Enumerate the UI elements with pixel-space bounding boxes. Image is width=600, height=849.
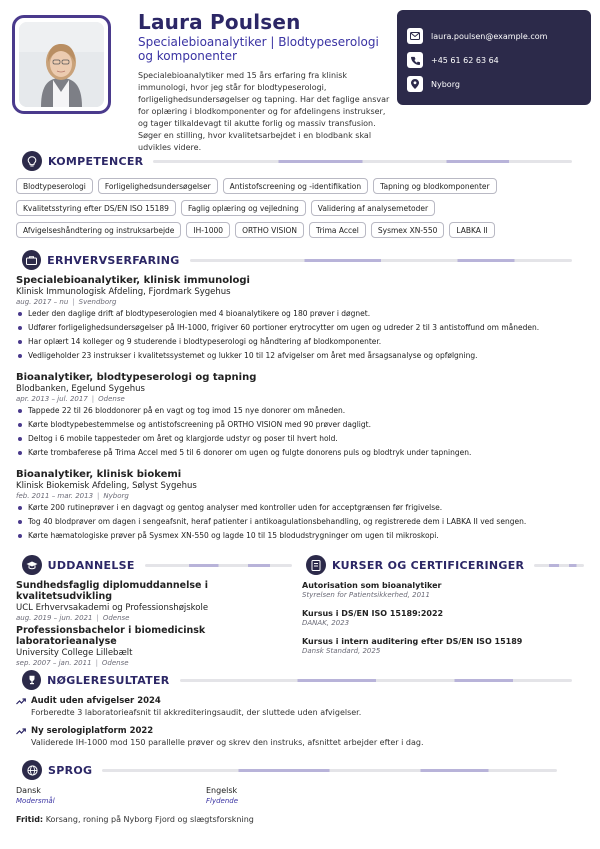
job-bullets — [16, 309, 586, 361]
section-title: UDDANNELSE — [47, 558, 135, 572]
list-item: Vedligeholder 23 instrukser i kvalitetssystemet og lukker 10 til 12 afvigelser om året med årsagsanalyse og opfølgning. — [16, 351, 586, 361]
list-item: Udfører forligelighedsundersøgelser på IH-1000, frigiver 60 portioner erytrocytter om ugen og udreder 2 til 3 antistoffund om måneden. — [16, 323, 586, 333]
contact-email-row[interactable] — [407, 24, 581, 48]
bullet-dot-icon — [18, 437, 22, 441]
certificate-icon — [306, 555, 326, 575]
job-place: Svendborg — [78, 298, 117, 306]
skill-tag: Sysmex XN-550 — [371, 222, 445, 238]
section-languages-heading — [22, 760, 572, 780]
job-title: Specialebioanalytiker, klinisk immunologi — [16, 275, 250, 286]
trend-up-icon — [16, 698, 26, 705]
section-divider — [534, 564, 584, 567]
section-divider — [145, 564, 292, 567]
globe-icon — [22, 760, 42, 780]
education-meta: aug. 2019 – jun. 2021 | Odense — [16, 614, 130, 622]
key-result-title: Ny serologiplatform 2022 — [31, 726, 154, 736]
certification-title: Autorisation som bioanalytiker — [302, 581, 442, 590]
job-dates: apr. 2013 – jul. 2017 — [16, 395, 88, 403]
job-dates: aug. 2017 – nu — [16, 298, 69, 306]
section-skills-heading — [22, 151, 572, 171]
job-place: Odense — [98, 395, 125, 403]
meta-separator: | — [97, 492, 100, 500]
language-level: Flydende — [206, 797, 239, 805]
certification-meta: Styrelsen for Patientsikkerhed, 2011 — [302, 591, 430, 599]
key-result-item — [16, 696, 586, 717]
skill-tag: Validering af analysemetoder — [311, 200, 435, 216]
skill-tag: IH-1000 — [186, 222, 230, 238]
job-bullets — [16, 503, 586, 541]
certification-item — [302, 637, 587, 655]
contact-phone[interactable]: +45 61 62 63 64 — [431, 55, 499, 65]
job-title: Bioanalytiker, klinisk biokemi — [16, 469, 182, 480]
hobbies-line — [16, 815, 254, 824]
education-item — [16, 580, 291, 622]
skill-tag: Forligelighedsundersøgelser — [98, 178, 218, 194]
certification-item — [302, 581, 587, 599]
section-results-heading — [22, 670, 572, 690]
skill-tag: Afvigelseshåndtering og instruksarbejde — [16, 222, 181, 238]
job-employer: Klinisk Immunologisk Afdeling, Fjordmark Sygehus — [16, 287, 231, 297]
section-divider — [180, 679, 572, 682]
bullet-dot-icon — [18, 423, 22, 427]
skill-tag: Tapning og blodkomponenter — [373, 178, 496, 194]
list-item: Kørte hæmatologiske prøver på Sysmex XN-550 og lagde 10 til 15 blodudstrygninger om ugen til mikroskopi. — [16, 531, 586, 541]
skill-tag: LABKA II — [449, 222, 494, 238]
list-item: Tappede 22 til 26 bloddonorer på en vagt og tog imod 15 nye donorer om måneden. — [16, 406, 586, 416]
certification-title: Kursus i intern auditering efter DS/EN ISO 15189 — [302, 637, 523, 646]
section-title: ERHVERVSERFARING — [47, 253, 180, 267]
list-item: Deltog i 6 mobile tappesteder om året og klargjorde udstyr og poser til hvert hold. — [16, 434, 586, 444]
skills-tag-list — [16, 178, 586, 244]
skill-tag: Trima Accel — [309, 222, 366, 238]
experience-item — [16, 275, 586, 365]
profile-summary: Specialebioanalytiker med 15 års erfaring fra klinisk immunologi, hvor jeg står for blodtypeserologi, forligelighedsundersøgelser og tapning. Har det faglige ansvar for oplæring i blodkomponenter og for afdelingens instrukser, og tager tilkaldevagt til akutte forlig og massiv transfusion. Søger en stilling, hvor kvalitetsarbejdet i en blodbank skal udvikles videre. — [138, 71, 390, 152]
job-title: Bioanalytiker, blodtypeserologi og tapning — [16, 372, 257, 383]
trend-up-icon — [16, 728, 26, 735]
bullet-dot-icon — [18, 534, 22, 538]
education-school: UCL Erhvervsakademi og Professionshøjskole — [16, 603, 209, 613]
skill-tag: Blodtypeserologi — [16, 178, 93, 194]
bullet-dot-icon — [18, 451, 22, 455]
key-result-description: Forberedte 3 laboratorieafsnit til akkrediteringsaudit, der sluttede uden afvigelser. — [31, 708, 362, 717]
language-name: Dansk — [16, 786, 41, 795]
section-divider — [102, 769, 557, 772]
skill-tag: Antistofscreening og -identifikation — [223, 178, 368, 194]
list-item: Kørte blodtypebestemmelse og antistofscreening på ORTHO VISION med 90 prøver dagligt. — [16, 420, 586, 430]
profile-photo-frame — [12, 15, 111, 114]
job-meta — [16, 492, 586, 500]
phone-icon — [407, 52, 423, 68]
language-level: Modersmål — [16, 797, 55, 805]
section-title: KURSER OG CERTIFICERINGER — [332, 558, 525, 572]
bullet-dot-icon — [18, 312, 22, 316]
section-title: KOMPETENCER — [47, 154, 144, 168]
bullet-dot-icon — [18, 354, 22, 358]
key-result-item — [16, 726, 586, 747]
contact-phone-row[interactable] — [407, 48, 581, 72]
job-place: Nyborg — [103, 492, 129, 500]
contact-panel — [397, 10, 591, 105]
trophy-icon — [22, 670, 41, 690]
list-item: Kørte 200 rutineprøver i en dagvagt og gentog analyser med kontroller uden for acceptgrænsen før frigivelse. — [16, 503, 586, 513]
job-employer: Blodbanken, Egelund Sygehus — [16, 384, 145, 394]
education-meta: sep. 2007 – jan. 2011 | Odense — [16, 659, 129, 667]
bullet-dot-icon — [18, 409, 22, 413]
section-title: SPROG — [48, 763, 93, 777]
certification-meta: DANAK, 2023 — [302, 619, 350, 627]
section-certifications-heading — [306, 555, 590, 575]
contact-location-row — [407, 72, 581, 96]
map-pin-icon — [407, 76, 423, 92]
section-title: NØGLERESULTATER — [47, 673, 170, 687]
job-bullets — [16, 406, 586, 458]
meta-separator: | — [72, 298, 75, 306]
person-photo-icon — [19, 22, 104, 107]
briefcase-icon — [22, 250, 41, 270]
section-education-heading — [22, 555, 292, 575]
section-experience-heading — [22, 250, 572, 270]
bullet-dot-icon — [18, 326, 22, 330]
education-title: Professionsbachelor i biomedicinsk laboratorieanalyse — [16, 625, 206, 647]
meta-separator: | — [91, 395, 95, 403]
language-name: Engelsk — [206, 786, 238, 795]
language-item — [206, 786, 386, 805]
section-divider — [153, 160, 572, 163]
experience-item — [16, 372, 586, 462]
lightbulb-icon — [22, 151, 42, 171]
education-title: Sundhedsfaglig diplomuddannelse i kvalitetsudvikling — [16, 580, 208, 602]
contact-location: Nyborg — [431, 79, 460, 89]
certification-title: Kursus i DS/EN ISO 15189:2022 — [302, 609, 444, 618]
section-divider — [190, 259, 572, 262]
education-school: University College Lillebælt — [16, 648, 133, 658]
contact-email[interactable]: laura.poulsen@example.com — [431, 31, 548, 41]
skill-tag: Faglig oplæring og vejledning — [181, 200, 306, 216]
candidate-headline: Specialebioanalytiker | Blodtypeserologi og komponenter — [138, 35, 379, 63]
job-meta — [16, 395, 586, 403]
avatar — [19, 22, 104, 107]
skill-tag: Kvalitetsstyring efter DS/EN ISO 15189 — [16, 200, 176, 216]
certification-meta: Dansk Standard, 2025 — [302, 647, 381, 655]
key-result-description: Validerede IH-1000 mod 150 parallelle prøver og skrev den instruks, afsnittet arbejder efter i dag. — [31, 738, 424, 747]
graduation-cap-icon — [22, 555, 42, 575]
bullet-dot-icon — [18, 506, 22, 510]
job-meta — [16, 298, 586, 306]
candidate-name: Laura Poulsen — [138, 10, 301, 34]
list-item: Kørte trombaferese på Trima Accel med 5 til 6 donorer om ugen og fulgte donorens puls og blodtryk under tapningen. — [16, 448, 586, 458]
list-item: Har oplært 14 kolleger og 9 studerende i blodtypeserologi og håndtering af blodkomponenter. — [16, 337, 586, 347]
language-item — [16, 786, 196, 805]
list-item: Leder den daglige drift af blodtypeserologien med 4 bioanalytikere og 180 prøver i døgnet. — [16, 309, 586, 319]
mail-icon — [407, 28, 423, 44]
certification-item — [302, 609, 587, 627]
bullet-dot-icon — [18, 520, 22, 524]
skill-tag: ORTHO VISION — [235, 222, 304, 238]
hobbies-label: Fritid: — [16, 815, 44, 824]
key-result-title: Audit uden afvigelser 2024 — [31, 696, 161, 706]
job-employer: Klinisk Biokemisk Afdeling, Sølyst Sygehus — [16, 481, 197, 491]
hobbies-text: Korsang, roning på Nyborg Fjord og slægtsforskning — [45, 815, 254, 824]
experience-item — [16, 469, 586, 545]
job-dates: feb. 2011 – mar. 2013 — [16, 492, 94, 500]
education-item — [16, 625, 291, 667]
list-item: Tog 40 blodprøver om dagen i sengeafsnit, heraf patienter i antikoagulationsbehandling, og registrerede dem i LABKA II ved sengen. — [16, 517, 586, 527]
bullet-dot-icon — [18, 340, 22, 344]
